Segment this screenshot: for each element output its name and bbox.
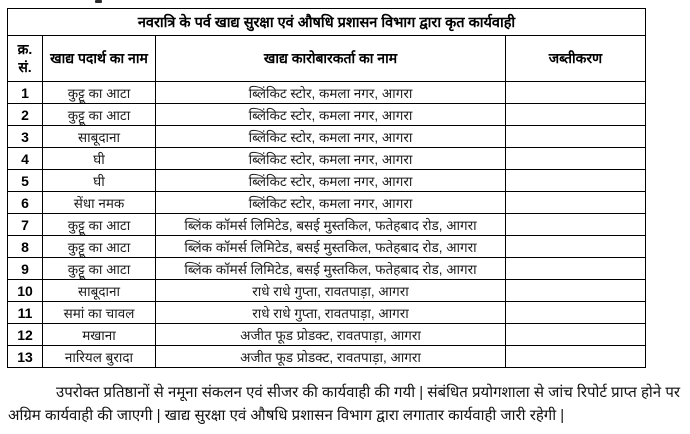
row-item-cell: कुट्टू का आटा bbox=[43, 236, 156, 258]
row-item-cell: घी bbox=[43, 170, 156, 192]
row-operator-cell: ब्लिंक कॉमर्स लिमिटेड, बसई मुस्तकिल, फतेहबाद रोड, आगरा bbox=[156, 258, 506, 280]
row-item-cell: घी bbox=[43, 148, 156, 170]
row-serial-cell: 13 bbox=[8, 346, 43, 368]
row-item-cell: मखाना bbox=[43, 324, 156, 346]
row-operator-cell: ब्लिंकिट स्टोर, कमला नगर, आगरा bbox=[156, 148, 506, 170]
column-header-item: खाद्य पदार्थ का नाम bbox=[43, 36, 156, 82]
table-row bbox=[8, 280, 646, 302]
row-seizure-cell bbox=[506, 302, 646, 324]
row-operator-cell: ब्लिंक कॉमर्स लिमिटेड, बसई मुस्तकिल, फतेहबाद रोड, आगरा bbox=[156, 214, 506, 236]
row-operator-cell: ब्लिंकिट स्टोर, कमला नगर, आगरा bbox=[156, 104, 506, 126]
row-seizure-cell bbox=[506, 236, 646, 258]
footer-note: उपरोक्त प्रतिष्ठानों से नमूना संकलन एवं सीजर की कार्यवाही की गयी | संबंधित प्रयोगशाला से जांच रिपोर्ट प्राप्त होने पर अग्रिम कार्यवाही की जाएगी | खाद्य सुरक्षा एवं औषधि प्रशासन विभाग द्वारा लगातार कार्यवाही जारी रहेगी | bbox=[8, 384, 680, 424]
row-serial-cell: 4 bbox=[8, 148, 43, 170]
row-item-cell: साबूदाना bbox=[43, 126, 156, 148]
row-serial-cell: 11 bbox=[8, 302, 43, 324]
row-seizure-cell bbox=[506, 346, 646, 368]
page-title: नवरात्रि के पर्व खाद्य सुरक्षा एवं औषधि प्रशासन विभाग द्वारा कृत कार्यवाही bbox=[8, 9, 646, 36]
row-serial-cell: 6 bbox=[8, 192, 43, 214]
row-seizure-cell bbox=[506, 104, 646, 126]
table-row bbox=[8, 82, 646, 104]
row-serial-cell: 1 bbox=[8, 82, 43, 104]
table-header-row bbox=[8, 36, 646, 82]
row-serial-cell: 2 bbox=[8, 104, 43, 126]
row-item-cell: कुट्टू का आटा bbox=[43, 82, 156, 104]
row-serial-cell: 3 bbox=[8, 126, 43, 148]
table-row bbox=[8, 346, 646, 368]
row-operator-cell: ब्लिंकिट स्टोर, कमला नगर, आगरा bbox=[156, 192, 506, 214]
row-seizure-cell bbox=[506, 324, 646, 346]
title-row bbox=[8, 9, 646, 36]
table-row bbox=[8, 324, 646, 346]
row-operator-cell: ब्लिंकिट स्टोर, कमला नगर, आगरा bbox=[156, 170, 506, 192]
row-operator-cell: राधे राधे गुप्ता, रावतपाड़ा, आगरा bbox=[156, 280, 506, 302]
table-row bbox=[8, 302, 646, 324]
row-serial-cell: 5 bbox=[8, 170, 43, 192]
row-serial-cell: 9 bbox=[8, 258, 43, 280]
table-row bbox=[8, 148, 646, 170]
row-operator-cell: अजीत फूड प्रोडक्ट, रावतपाड़ा, आगरा bbox=[156, 346, 506, 368]
row-serial-cell: 10 bbox=[8, 280, 43, 302]
row-item-cell: साबूदाना bbox=[43, 280, 156, 302]
row-serial-cell: 12 bbox=[8, 324, 43, 346]
table-row bbox=[8, 214, 646, 236]
row-serial-cell: 8 bbox=[8, 236, 43, 258]
row-item-cell: कुट्टू का आटा bbox=[43, 258, 156, 280]
row-seizure-cell bbox=[506, 148, 646, 170]
table-body bbox=[8, 82, 646, 368]
column-header-serial: क्र. सं. bbox=[8, 36, 43, 82]
table-row bbox=[8, 236, 646, 258]
row-operator-cell: अजीत फूड प्रोडक्ट, रावतपाड़ा, आगरा bbox=[156, 324, 506, 346]
column-header-operator: खाद्य कारोबारकर्ता का नाम bbox=[156, 36, 506, 82]
table-row bbox=[8, 170, 646, 192]
row-seizure-cell bbox=[506, 214, 646, 236]
row-operator-cell: ब्लिंकिट स्टोर, कमला नगर, आगरा bbox=[156, 126, 506, 148]
row-item-cell: कुट्टू का आटा bbox=[43, 214, 156, 236]
row-operator-cell: राधे राधे गुप्ता, रावतपाड़ा, आगरा bbox=[156, 302, 506, 324]
column-header-seizure: जब्तीकरण bbox=[506, 36, 646, 82]
scan-artifact bbox=[95, 0, 102, 3]
table-row bbox=[8, 258, 646, 280]
table-row bbox=[8, 104, 646, 126]
row-seizure-cell bbox=[506, 126, 646, 148]
table-row bbox=[8, 192, 646, 214]
row-item-cell: नारियल बुरादा bbox=[43, 346, 156, 368]
row-item-cell: सेंधा नमक bbox=[43, 192, 156, 214]
action-report-table bbox=[7, 8, 646, 368]
row-operator-cell: ब्लिंक कॉमर्स लिमिटेड, बसई मुस्तकिल, फतेहबाद रोड, आगरा bbox=[156, 236, 506, 258]
row-seizure-cell bbox=[506, 82, 646, 104]
row-item-cell: समां का चावल bbox=[43, 302, 156, 324]
row-serial-cell: 7 bbox=[8, 214, 43, 236]
row-seizure-cell bbox=[506, 280, 646, 302]
row-seizure-cell bbox=[506, 192, 646, 214]
row-seizure-cell bbox=[506, 258, 646, 280]
row-item-cell: कुट्टू का आटा bbox=[43, 104, 156, 126]
row-operator-cell: ब्लिंकिट स्टोर, कमला नगर, आगरा bbox=[156, 82, 506, 104]
row-seizure-cell bbox=[506, 170, 646, 192]
table-row bbox=[8, 126, 646, 148]
